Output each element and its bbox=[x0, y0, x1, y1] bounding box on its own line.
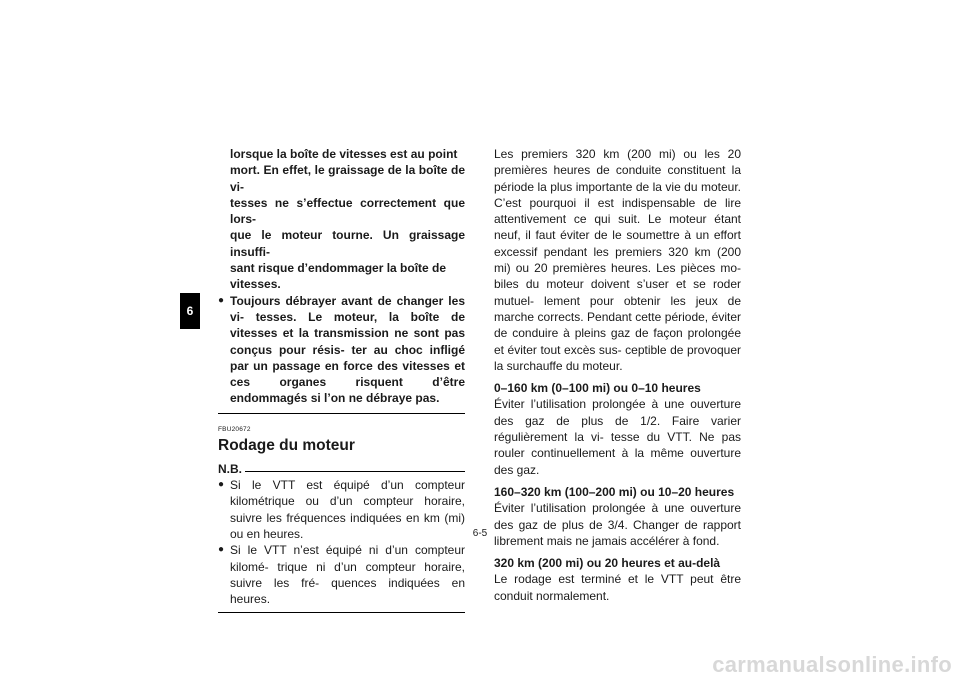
nb-bullet-text: Si le VTT n’est équipé ni d’un compteur kilomé- trique ni d’un compteur horaire, suivre les fré- quences indiquées en heures. bbox=[230, 543, 465, 607]
divider bbox=[218, 413, 465, 414]
chapter-number: 6 bbox=[186, 304, 194, 318]
bullet-icon: ● bbox=[218, 294, 225, 306]
stage-title: 160–320 km (100–200 mi) ou 10–20 heures bbox=[494, 484, 735, 499]
warning-bullet-item bbox=[218, 293, 465, 407]
chapter-tab bbox=[180, 293, 200, 329]
nb-header bbox=[218, 461, 465, 477]
nb-rule bbox=[245, 471, 465, 472]
warning-line: vitesses. bbox=[230, 277, 281, 292]
nb-bullet-text: Si le VTT est équipé d’un compteur kilométrique ou d’un compteur horaire, suivre les fréquences indiquées en km (mi) ou en heures. bbox=[230, 478, 465, 541]
intro-paragraph: Les premiers 320 km (200 mi) ou les 20 premières heures de conduite constituent la période la plus importante de la vie du moteur. C’est pourquoi il est indispensable de lire attentivement ce qui suit. Le moteur étant neuf, il faut éviter de le soumettre à un effort excessif pendant les premiers 320 km (200 mi) ou 20 premières heures. Les pièces mo- biles du moteur doivent s’user et se roder mutuel- lement pour obtenir les jeux de marche corrects. Pendant cette période, éviter de conduire à pleins gaz de façon prolongée et éviter tout excès sus- ceptible de provoquer la surchauffe du moteur. bbox=[494, 147, 741, 373]
bullet-icon: ● bbox=[218, 479, 225, 491]
stage-title: 320 km (200 mi) ou 20 heures et au-delà bbox=[494, 556, 721, 571]
stage-text: Éviter l’utilisation prolongée à une ouverture des gaz de plus de 1/2. Faire varier régulièrement la vi- tesse du VTT. Ne pas rouler continuellement à la même ouverture des gaz. bbox=[494, 397, 741, 477]
warning-line: mort. En effet, le graissage de la boîte de vi- bbox=[230, 163, 465, 194]
stage-text: Éviter l’utilisation prolongée à une ouverture des gaz de plus de 3/4. Changer de rapport librement mais ne jamais accélérer à fond. bbox=[494, 501, 741, 548]
warning-line: lorsque la boîte de vitesses est au point bbox=[230, 147, 458, 161]
warning-line: tesses ne s’effectue correctement que lors- bbox=[230, 195, 465, 227]
section-title: Rodage du moteur bbox=[218, 436, 355, 454]
bullet-icon: ● bbox=[218, 544, 225, 556]
stage-text: Le rodage est terminé et le VTT peut être conduit normalement. bbox=[494, 572, 741, 603]
nb-bullet-item bbox=[218, 542, 465, 607]
warning-block bbox=[218, 146, 465, 293]
stage-title: 0–160 km (0–100 mi) ou 0–10 heures bbox=[494, 381, 701, 396]
watermark: carmanualsonline.info bbox=[712, 652, 952, 677]
page-number: 6-5 bbox=[472, 528, 488, 539]
left-column bbox=[218, 146, 465, 613]
warning-bullet-text: Toujours débrayer avant de changer les vi- tesses. Le moteur, la boîte de vitesses et la transmission ne sont pas conçus pour résis- ter au choc infligé par un passage en force des vitesses et ces organes risquent d’être endommagés si l’on ne débraye pas. bbox=[230, 293, 465, 406]
warning-line: que le moteur tourne. Un graissage insuffi- bbox=[230, 228, 465, 259]
warning-line: sant risque d’endommager la boîte de bbox=[230, 261, 447, 276]
section-code: FBU20672 bbox=[218, 425, 251, 433]
nb-bottom-rule bbox=[218, 612, 465, 613]
nb-label: N.B. bbox=[218, 461, 242, 476]
